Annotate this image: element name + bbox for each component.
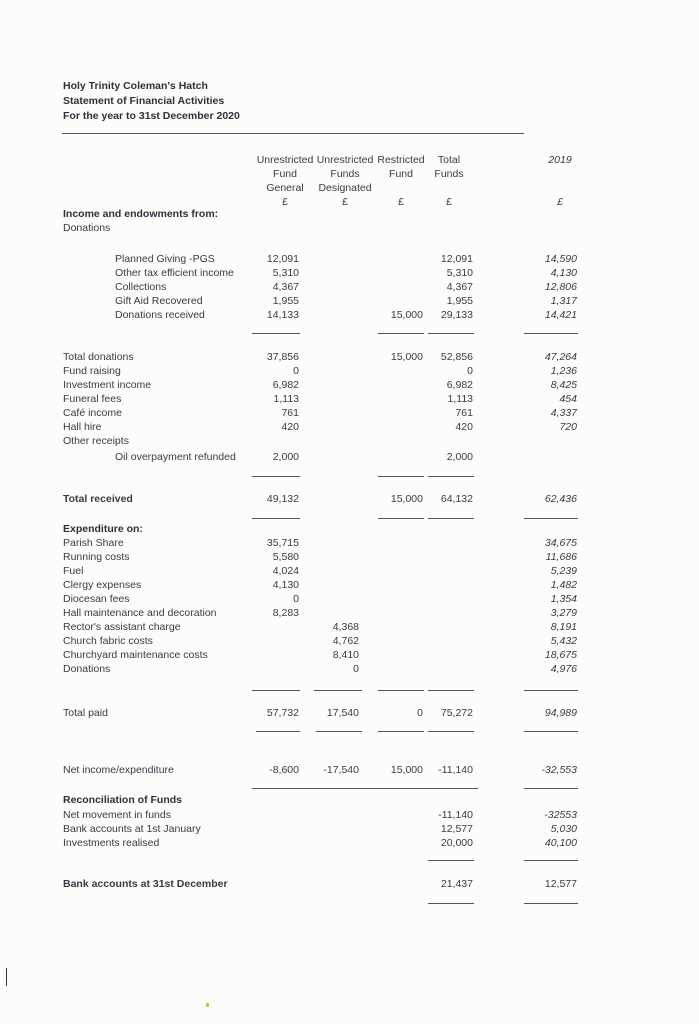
cell-2019: 5,432 — [550, 635, 577, 647]
row-label: Churchyard maintenance costs — [63, 649, 208, 661]
row-label: Fuel — [63, 565, 84, 577]
cell-2019: 4,130 — [550, 267, 577, 279]
cell-designated: 0 — [353, 663, 359, 675]
row-label: Planned Giving -PGS — [115, 253, 215, 265]
cell-2019: 14,421 — [544, 309, 577, 321]
cell-2019: 1,354 — [550, 593, 577, 605]
table-row — [0, 350, 699, 364]
cell-designated: 17,540 — [326, 707, 359, 719]
total-rule — [524, 903, 578, 904]
cell-2019: 12,577 — [544, 878, 577, 890]
cell-2019: 1,317 — [550, 295, 577, 307]
cell-general: 0 — [293, 365, 299, 377]
cell-2019: -32553 — [544, 809, 577, 821]
cell-total: 12,091 — [440, 253, 473, 265]
net-rule — [252, 788, 478, 789]
other-receipts-heading: Other receipts — [63, 435, 129, 447]
subtotal-rule — [524, 860, 578, 861]
subtotal-rule — [428, 860, 474, 861]
row-label: Parish Share — [63, 537, 124, 549]
total-rule — [524, 518, 578, 519]
cell-general: 57,732 — [266, 707, 299, 719]
table-row — [0, 550, 699, 564]
cell-2019: 94,989 — [544, 707, 577, 719]
row-label: Bank accounts at 31st December — [63, 878, 228, 890]
cell-designated: 8,410 — [332, 649, 359, 661]
subtotal-rule — [314, 690, 362, 691]
cell-total: -11,140 — [438, 764, 473, 776]
row-label: Total paid — [63, 707, 108, 719]
table-row — [0, 266, 699, 280]
total-rule — [428, 903, 474, 904]
cell-designated: 4,368 — [332, 621, 359, 633]
donations-heading: Donations — [63, 222, 111, 234]
table-row — [0, 294, 699, 308]
net-rule — [524, 788, 578, 789]
cell-general: 761 — [281, 407, 299, 419]
title-line-3: For the year to 31st December 2020 — [63, 110, 240, 122]
subtotal-rule — [428, 690, 474, 691]
cell-2019: 34,675 — [544, 537, 577, 549]
cell-restricted: 15,000 — [390, 764, 423, 776]
cell-total: 21,437 — [440, 878, 473, 890]
row-label: Donations received — [115, 309, 205, 321]
expenditure-heading: Expenditure on: — [63, 523, 143, 535]
cell-general: 35,715 — [266, 537, 299, 549]
cell-total: 1,113 — [447, 393, 473, 405]
table-row — [0, 662, 699, 676]
cell-2019: 40,100 — [544, 837, 577, 849]
cell-2019: 62,436 — [544, 493, 577, 505]
cell-restricted: 15,000 — [390, 493, 423, 505]
cell-general: 14,133 — [266, 309, 299, 321]
table-row — [0, 634, 699, 648]
cell-general: 6,982 — [272, 379, 299, 391]
cell-2019: 5,030 — [550, 823, 577, 835]
cell-general: 4,024 — [272, 565, 299, 577]
row-label: Other tax efficient income — [115, 267, 234, 279]
row-label: Hall maintenance and decoration — [63, 607, 217, 619]
row-label: Net income/expenditure — [63, 764, 174, 776]
cell-total: 4,367 — [446, 281, 473, 293]
cell-total: 0 — [467, 365, 473, 377]
cell-total: 52,856 — [440, 351, 473, 363]
cell-total: 420 — [455, 421, 473, 433]
col-header-unrestricted-designated: Unrestricted Funds Designated £ — [316, 154, 374, 208]
cell-2019: 5,239 — [550, 565, 577, 577]
table-row — [0, 392, 699, 406]
total-rule — [316, 731, 362, 732]
scan-edge-mark — [6, 968, 7, 986]
cell-general: 2,000 — [272, 451, 299, 463]
table-row — [0, 808, 699, 822]
total-rule — [428, 731, 474, 732]
table-row — [0, 420, 699, 434]
table-row — [0, 836, 699, 850]
total-rule — [256, 731, 300, 732]
subtotal-rule — [524, 690, 578, 691]
bank-end-row — [0, 877, 699, 891]
cell-general: 420 — [281, 421, 299, 433]
title-line-2: Statement of Financial Activities — [63, 95, 225, 107]
cell-designated: -17,540 — [323, 764, 359, 776]
cell-2019: 8,191 — [550, 621, 577, 633]
row-label: Running costs — [63, 551, 130, 563]
scan-speck — [206, 1003, 209, 1007]
cell-general: 49,132 — [266, 493, 299, 505]
cell-total: 29,133 — [440, 309, 473, 321]
total-rule — [252, 518, 300, 519]
subtotal-rule — [428, 333, 474, 334]
cell-restricted: 0 — [417, 707, 423, 719]
cell-general: 12,091 — [266, 253, 299, 265]
cell-2019: 18,675 — [544, 649, 577, 661]
row-label: Funeral fees — [63, 393, 122, 405]
cell-total: 5,310 — [446, 267, 473, 279]
cell-designated: 4,762 — [332, 635, 359, 647]
title-line-1: Holy Trinity Coleman's Hatch — [63, 80, 208, 92]
cell-general: 4,367 — [272, 281, 299, 293]
subtotal-rule — [378, 690, 424, 691]
cell-2019: 4,337 — [550, 407, 577, 419]
cell-2019: 3,279 — [550, 607, 577, 619]
row-label: Total received — [63, 493, 133, 505]
row-label: Oil overpayment refunded — [115, 451, 236, 463]
col-header-unrestricted-general: Unrestricted Fund General £ — [256, 154, 314, 208]
row-label: Clergy expenses — [63, 579, 142, 591]
row-label: Rector's assistant charge — [63, 621, 181, 633]
cell-total: 1,955 — [446, 295, 473, 307]
table-row — [0, 280, 699, 294]
cell-restricted: 15,000 — [390, 309, 423, 321]
table-row — [0, 648, 699, 662]
cell-general: 5,310 — [272, 267, 299, 279]
cell-total: 2,000 — [446, 451, 473, 463]
table-row — [0, 364, 699, 378]
cell-2019: 1,482 — [550, 579, 577, 591]
row-label: Hall hire — [63, 421, 102, 433]
row-label: Café income — [63, 407, 122, 419]
total-rule — [378, 731, 424, 732]
cell-2019: 8,425 — [550, 379, 577, 391]
cell-general: 37,856 — [266, 351, 299, 363]
subtotal-rule — [428, 476, 474, 477]
cell-total: 761 — [455, 407, 473, 419]
cell-total: 20,000 — [440, 837, 473, 849]
total-paid-row — [0, 706, 699, 720]
subtotal-rule — [252, 476, 300, 477]
cell-2019: -32,553 — [541, 764, 577, 776]
cell-total: -11,140 — [438, 809, 473, 821]
cell-general: 4,130 — [272, 579, 299, 591]
cell-general: 1,955 — [272, 295, 299, 307]
row-label: Donations — [63, 663, 111, 675]
table-row — [0, 406, 699, 420]
cell-total: 64,132 — [440, 493, 473, 505]
table-row — [0, 606, 699, 620]
row-label: Investments realised — [63, 837, 160, 849]
subtotal-rule — [252, 690, 300, 691]
table-row — [0, 564, 699, 578]
cell-general: 8,283 — [272, 607, 299, 619]
row-label: Fund raising — [63, 365, 121, 377]
subtotal-rule — [524, 333, 578, 334]
cell-general: 1,113 — [273, 393, 299, 405]
total-rule — [524, 731, 578, 732]
row-label: Diocesan fees — [63, 593, 130, 605]
total-rule — [378, 518, 424, 519]
table-row — [0, 578, 699, 592]
total-rule — [428, 518, 474, 519]
row-label: Bank accounts at 1st January — [63, 823, 201, 835]
cell-2019: 11,686 — [545, 551, 577, 563]
cell-general: 5,580 — [272, 551, 299, 563]
cell-2019: 1,236 — [550, 365, 577, 377]
subtotal-rule — [378, 476, 424, 477]
table-row — [0, 536, 699, 550]
row-label: Net movement in funds — [63, 809, 171, 821]
cell-2019: 4,976 — [550, 663, 577, 675]
cell-total: 12,577 — [440, 823, 473, 835]
title-rule — [62, 133, 524, 134]
table-row — [0, 450, 699, 464]
cell-restricted: 15,000 — [390, 351, 423, 363]
table-row — [0, 592, 699, 606]
table-row — [0, 378, 699, 392]
col-header-restricted: Restricted Fund £ — [377, 154, 425, 208]
subtotal-rule — [252, 333, 300, 334]
cell-general: 0 — [293, 593, 299, 605]
cell-2019: 12,806 — [544, 281, 577, 293]
cell-2019: 454 — [559, 393, 577, 405]
row-label: Total donations — [63, 351, 134, 363]
table-row — [0, 308, 699, 322]
reconciliation-heading: Reconciliation of Funds — [63, 794, 183, 806]
total-received-row — [0, 492, 699, 506]
table-row — [0, 822, 699, 836]
subtotal-rule — [378, 333, 424, 334]
table-row — [0, 252, 699, 266]
cell-2019: 14,590 — [544, 253, 577, 265]
table-row — [0, 620, 699, 634]
net-row — [0, 763, 699, 777]
col-header-total: Total Funds £ — [434, 154, 464, 208]
cell-total: 6,982 — [446, 379, 473, 391]
cell-total: 75,272 — [440, 707, 473, 719]
row-label: Collections — [115, 281, 167, 293]
row-label: Church fabric costs — [63, 635, 153, 647]
col-header-2019: 2019 £ — [548, 154, 572, 208]
cell-2019: 720 — [559, 421, 577, 433]
row-label: Gift Aid Recovered — [115, 295, 203, 307]
income-heading: Income and endowments from: — [63, 208, 219, 220]
cell-2019: 47,264 — [544, 351, 577, 363]
cell-general: -8,600 — [269, 764, 299, 776]
row-label: Investment income — [63, 379, 152, 391]
